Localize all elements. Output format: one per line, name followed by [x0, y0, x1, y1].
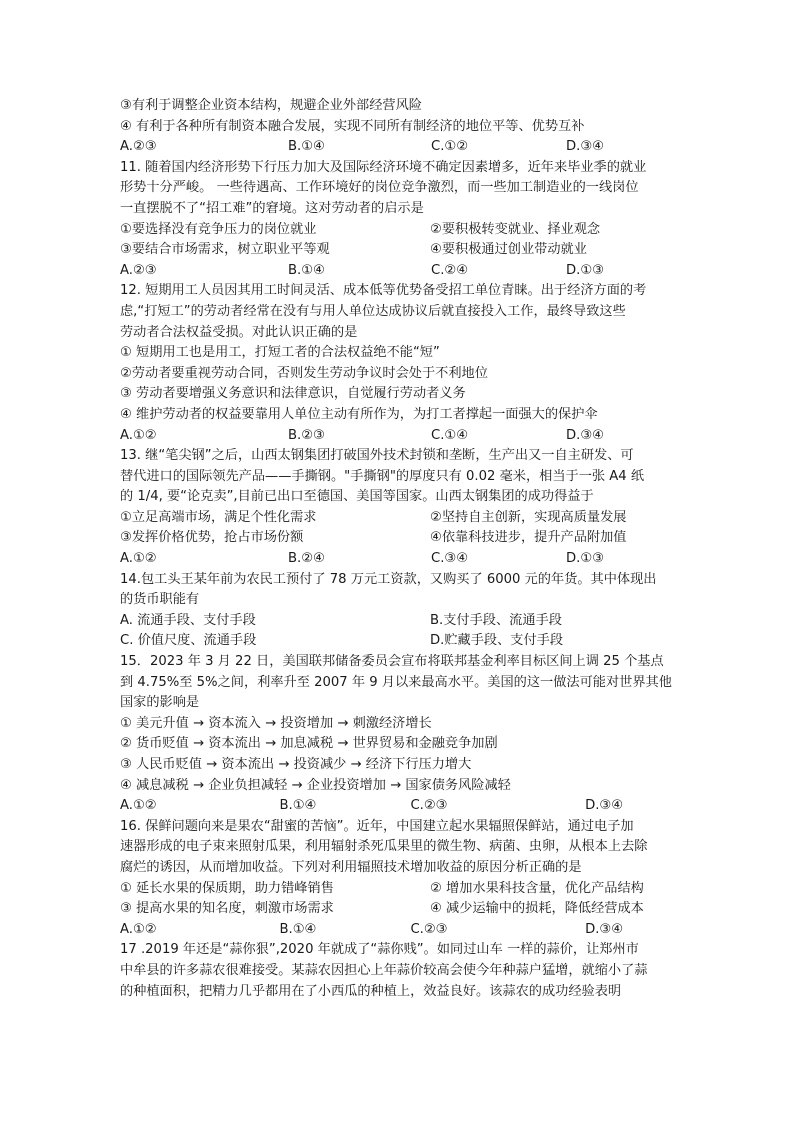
option-text: ③有利于调整企业资本结构，规避企业外部经营风险: [120, 98, 422, 113]
option-text: ③ 人民币贬值 → 资本流出 → 投资减少 → 经济下行压力增大: [120, 757, 472, 772]
answer-choice-d[interactable]: D.③④: [566, 427, 604, 443]
answer-choice-c[interactable]: C.③④: [431, 551, 469, 567]
question-16: [120, 817, 680, 941]
answer-choices: [120, 920, 680, 941]
question-stem: 16. 保鲜问题向来是果农“甜蜜的苦恼”。近年，中国建立起水果辐照保鲜站，通过电子加: [120, 818, 634, 834]
answer-choices: [120, 426, 680, 447]
question-stem: 虑,“打短工”的劳动者经常在没有与用人单位达成协议后就直接投入工作，最终导致这些: [120, 303, 626, 319]
question-stem: 11. 随着国内经济形势下行压力加大及国际经济环境不确定因素增多，近年来毕业季的就业: [120, 159, 647, 175]
answer-choice-d[interactable]: D.①③: [566, 262, 604, 278]
question-stem: 的 1/4, 要“论克卖”,目前已出口至德国、美国等国家。山西太钢集团的成功得益于: [120, 489, 594, 505]
question-stem: 中牟县的许多蒜农很难接受。某蒜农因担心上年蒜价较高会使今年种蒜户猛增，就缩小了蒜: [120, 962, 648, 978]
answer-choice-a[interactable]: A.②③: [120, 139, 157, 155]
answer-choices: [120, 796, 680, 817]
answer-choice-c[interactable]: C.②③: [410, 921, 448, 937]
option-row: [120, 240, 680, 261]
option-text: ③ 提高水果的知名度，刺激市场需求: [120, 901, 334, 917]
answer-choices: [120, 137, 680, 158]
question-10-tail: [120, 96, 680, 158]
answer-choice-a[interactable]: A.①②: [120, 798, 157, 814]
option-row: [120, 220, 680, 241]
answer-choice-b[interactable]: B.②④: [288, 551, 325, 567]
option-text: ② 增加水果科技含量，优化产品结构: [430, 880, 644, 896]
question-stem: 形势十分严峻。 一些待遇高、工作环境好的岗位竞争激烈，而一些加工制造业的一线岗位: [120, 180, 639, 196]
answer-choice-d[interactable]: D.③④: [585, 921, 624, 937]
answer-choice-c[interactable]: C.①②: [431, 139, 469, 155]
option-text: ② 货币贬值 → 资本流出 → 加息减税 → 世界贸易和金融竞争加剧: [120, 736, 498, 752]
option-text: ① 延长水果的保质期，助力错峰销售: [120, 880, 334, 896]
question-15: [120, 652, 680, 817]
question-stem: 13. 继“笔尖钢”之后，山西太钢集团打破国外技术封锁和垄断，生产出又一自主研发、可: [120, 448, 634, 464]
answer-choice-a[interactable]: A.①②: [120, 551, 157, 567]
option-text: ④ 减少运输中的损耗，降低经营成本: [430, 901, 644, 917]
option-text: ① 短期用工也是用工，打短工者的合法权益绝不能“短”: [120, 345, 440, 361]
answer-choice-b[interactable]: B.②③: [288, 427, 325, 443]
answer-choice-b[interactable]: B.①④: [288, 262, 325, 278]
question-stem: 替代进口的国际领先产品——手撕钢。"手撕钢"的厚度只有 0.02 毫米，相当于一张 A4 纸: [120, 468, 645, 484]
answer-choice-b[interactable]: B.①④: [279, 798, 317, 814]
answer-choice-d[interactable]: D.③④: [566, 139, 604, 155]
answer-choice-b[interactable]: B.①④: [288, 139, 325, 155]
question-stem: 到 4.75%至 5%之间，利率升至 2007 年 9 月以来最高水平。美国的这一做法可能对世界其他: [120, 674, 672, 690]
answer-choice-a[interactable]: A.②③: [120, 262, 157, 278]
answer-choices: [120, 549, 680, 570]
option-text: ③ 劳动者要增强义务意识和法律意识，自觉履行劳动者义务: [120, 386, 466, 402]
answer-choices: [120, 261, 680, 282]
question-stem: 劳动者合法权益受损。对此认识正确的是: [120, 324, 358, 340]
answer-choice-d[interactable]: D.③④: [585, 798, 624, 814]
question-stem: 腐烂的诱因，从而增加收益。下列对利用辐照技术增加收益的原因分析正确的是: [120, 859, 582, 875]
option-text: ③要结合市场需求，树立职业平等观: [120, 242, 330, 258]
option-text: ③发挥价格优势，抢占市场份额: [120, 530, 304, 546]
option-text: ④ 维护劳动者的权益要靠用人单位主动有所作为，为打工者撑起一面强大的保护伞: [120, 406, 598, 422]
option-text: ④依靠科技进步，提升产品附加值: [430, 530, 627, 546]
answer-choice-c[interactable]: C.②③: [410, 798, 448, 814]
question-stem: 12. 短期用工人员因其用工时间灵活、成本低等优势备受招工单位青睐。出于经济方面的考: [120, 283, 647, 299]
answer-choice-a[interactable]: A. 流通手段、支付手段: [120, 612, 256, 628]
answer-choice-a[interactable]: A.①②: [120, 921, 157, 937]
answer-choice-c[interactable]: C. 价值尺度、流通手段: [120, 633, 257, 649]
option-text: ①要选择没有竞争压力的岗位就业: [120, 221, 317, 237]
question-stem: 15．2023 年 3 月 22 日，美国联邦储备委员会宣布将联邦基金利率目标区间上调 25 个基点: [120, 654, 664, 670]
question-11: [120, 158, 680, 282]
option-text: ④ 减息减税 → 企业负担减轻 → 企业投资增加 → 国家债务风险减轻: [120, 777, 511, 793]
question-stem: 14.包工头王某年前为农民工预付了 78 万元工资款，又购买了 6000 元的年货。其中体现出: [120, 571, 657, 587]
option-text: ②坚持自主创新，实现高质量发展: [430, 509, 627, 525]
answer-choice-c[interactable]: C.①④: [431, 427, 469, 443]
answer-choice-b[interactable]: B.①④: [279, 921, 317, 937]
question-stem: 17 .2019 年还是“蒜你狠”,2020 年就成了“蒜你贱”。如同过山车 一样的蒜价，让郑州市: [120, 942, 639, 958]
option-text: ②劳动者要重视劳动合同，否则发生劳动争议时会处于不利地位: [120, 365, 488, 381]
option-row: [120, 899, 680, 920]
question-17: [120, 940, 680, 1002]
option-text: ①立足高端市场，满足个性化需求: [120, 509, 317, 525]
option-text: ① 美元升值 → 资本流入 → 投资增加 → 刺激经济增长: [120, 715, 432, 731]
question-stem: 速器形成的电子束来照射瓜果，利用辐射杀死瓜果里的微生物、病菌、虫卵，从根本上去除: [120, 839, 648, 855]
option-row: [120, 879, 680, 900]
answer-choice-a[interactable]: A.①②: [120, 427, 157, 443]
option-text: ④要积极通过创业带动就业: [430, 242, 587, 258]
option-text: ④ 有利于各种所有制资本融合发展，实现不同所有制经济的地位平等、优势互补: [120, 118, 585, 134]
option-row: [120, 528, 680, 549]
answer-choice-b[interactable]: B.支付手段、流通手段: [430, 612, 562, 628]
question-stem: 一直摆脱不了“招工难”的窘境。这对劳动者的启示是: [120, 200, 424, 216]
answer-choice-d[interactable]: D.①③: [566, 551, 604, 567]
answer-choice-d[interactable]: D.贮藏手段、支付手段: [430, 633, 564, 649]
exam-page: [120, 96, 680, 1002]
option-row: [120, 631, 680, 652]
question-14: [120, 570, 680, 652]
question-13: [120, 446, 680, 570]
option-row: [120, 508, 680, 529]
question-stem: 国家的影响是: [120, 695, 200, 711]
question-stem: 的种植面积，把精力几乎都用在了小西瓜的种植上，效益良好。该蒜农的成功经验表明: [120, 983, 622, 999]
option-text: ②要积极转变就业、择业观念: [430, 221, 601, 237]
question-stem: 的货币职能有: [120, 592, 200, 608]
question-12: [120, 281, 680, 446]
answer-choice-c[interactable]: C.②④: [431, 262, 469, 278]
option-row: [120, 611, 680, 632]
